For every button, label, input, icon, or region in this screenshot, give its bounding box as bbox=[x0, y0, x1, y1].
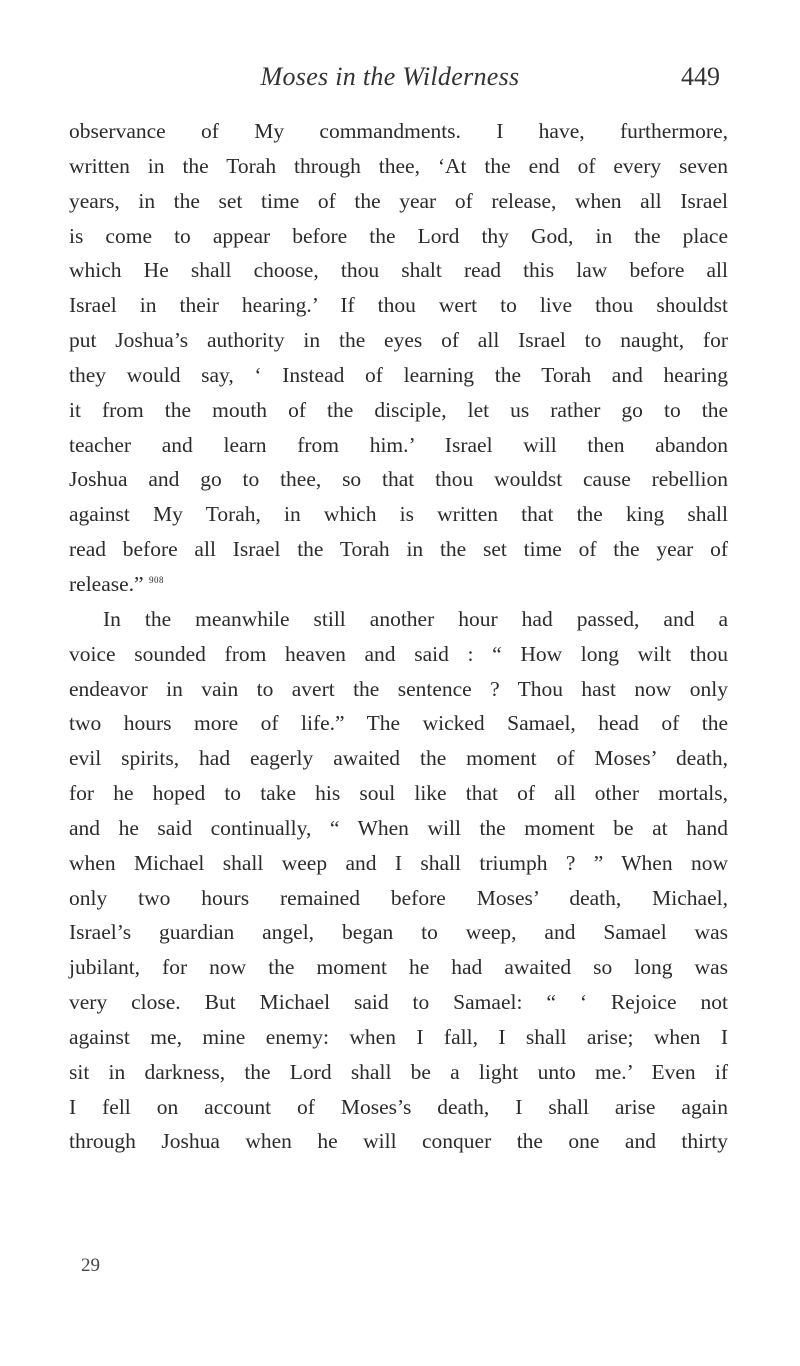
text-line: through Joshua when he will conquer the one and thirty bbox=[69, 1129, 728, 1154]
body-text bbox=[69, 114, 728, 1159]
text-line: jubilant, for now the moment he had awaited so long was bbox=[69, 955, 728, 980]
text-line: endeavor in vain to avert the sentence ? Thou hast now only bbox=[69, 676, 728, 701]
text-line: put Joshua’s authority in the eyes of all Israel to naught, for bbox=[69, 328, 728, 353]
text-line: for he hoped to take his soul like that of all other mortals, bbox=[69, 781, 728, 806]
page-number: 449 bbox=[681, 62, 720, 91]
text-line: I fell on account of Moses’s death, I shall arise again bbox=[69, 1094, 728, 1119]
text-line: they would say, ‘ Instead of learning the Torah and hearing bbox=[69, 362, 728, 387]
running-head bbox=[60, 62, 720, 102]
text-line: written in the Torah through thee, ‘At the end of every seven bbox=[69, 153, 728, 178]
text-line: Israel’s guardian angel, began to weep, and Samael was bbox=[69, 920, 728, 945]
text-line: Israel in their hearing.’ If thou wert to live thou shouldst bbox=[69, 293, 728, 318]
text-line: two hours more of life.” The wicked Samael, head of the bbox=[69, 711, 728, 736]
text-line: Joshua and go to thee, so that thou wouldst cause rebellion bbox=[69, 467, 728, 492]
text-line: voice sounded from heaven and said : “ How long wilt thou bbox=[69, 641, 728, 666]
text-line: observance of My commandments. I have, furthermore, bbox=[69, 119, 728, 143]
text-line: which He shall choose, thou shalt read this law before all bbox=[69, 258, 728, 283]
text-line: very close. But Michael said to Samael: “ ‘ Rejoice not bbox=[69, 990, 728, 1015]
text-line: and he said continually, “ When will the moment be at hand bbox=[69, 815, 728, 840]
text-line: teacher and learn from him.’ Israel will then abandon bbox=[69, 432, 728, 457]
text-line: against My Torah, in which is written that the king shall bbox=[69, 502, 728, 527]
text-line: is come to appear before the Lord thy God, in the place bbox=[69, 223, 728, 248]
text-line: when Michael shall weep and I shall triumph ? ” When now bbox=[69, 850, 728, 875]
running-title: Moses in the Wilderness bbox=[260, 62, 520, 91]
paragraph-end-line bbox=[69, 567, 728, 602]
text-line: read before all Israel the Torah in the set time of the year of bbox=[69, 537, 728, 562]
signature-mark: 29 bbox=[81, 1255, 100, 1276]
text-line: release.” bbox=[69, 571, 144, 596]
text-line: it from the mouth of the disciple, let us rather go to the bbox=[69, 397, 728, 422]
footnote-reference: 908 bbox=[148, 574, 164, 585]
paragraph-start-line: In the meanwhile still another hour had passed, and a bbox=[103, 606, 728, 631]
text-line: years, in the set time of the year of release, when all Israel bbox=[69, 188, 728, 213]
text-line: only two hours remained before Moses’ death, Michael, bbox=[69, 885, 728, 910]
text-line: evil spirits, had eagerly awaited the moment of Moses’ death, bbox=[69, 746, 728, 771]
text-line: against me, mine enemy: when I fall, I shall arise; when I bbox=[69, 1024, 728, 1049]
text-line: sit in darkness, the Lord shall be a light unto me.’ Even if bbox=[69, 1059, 728, 1084]
